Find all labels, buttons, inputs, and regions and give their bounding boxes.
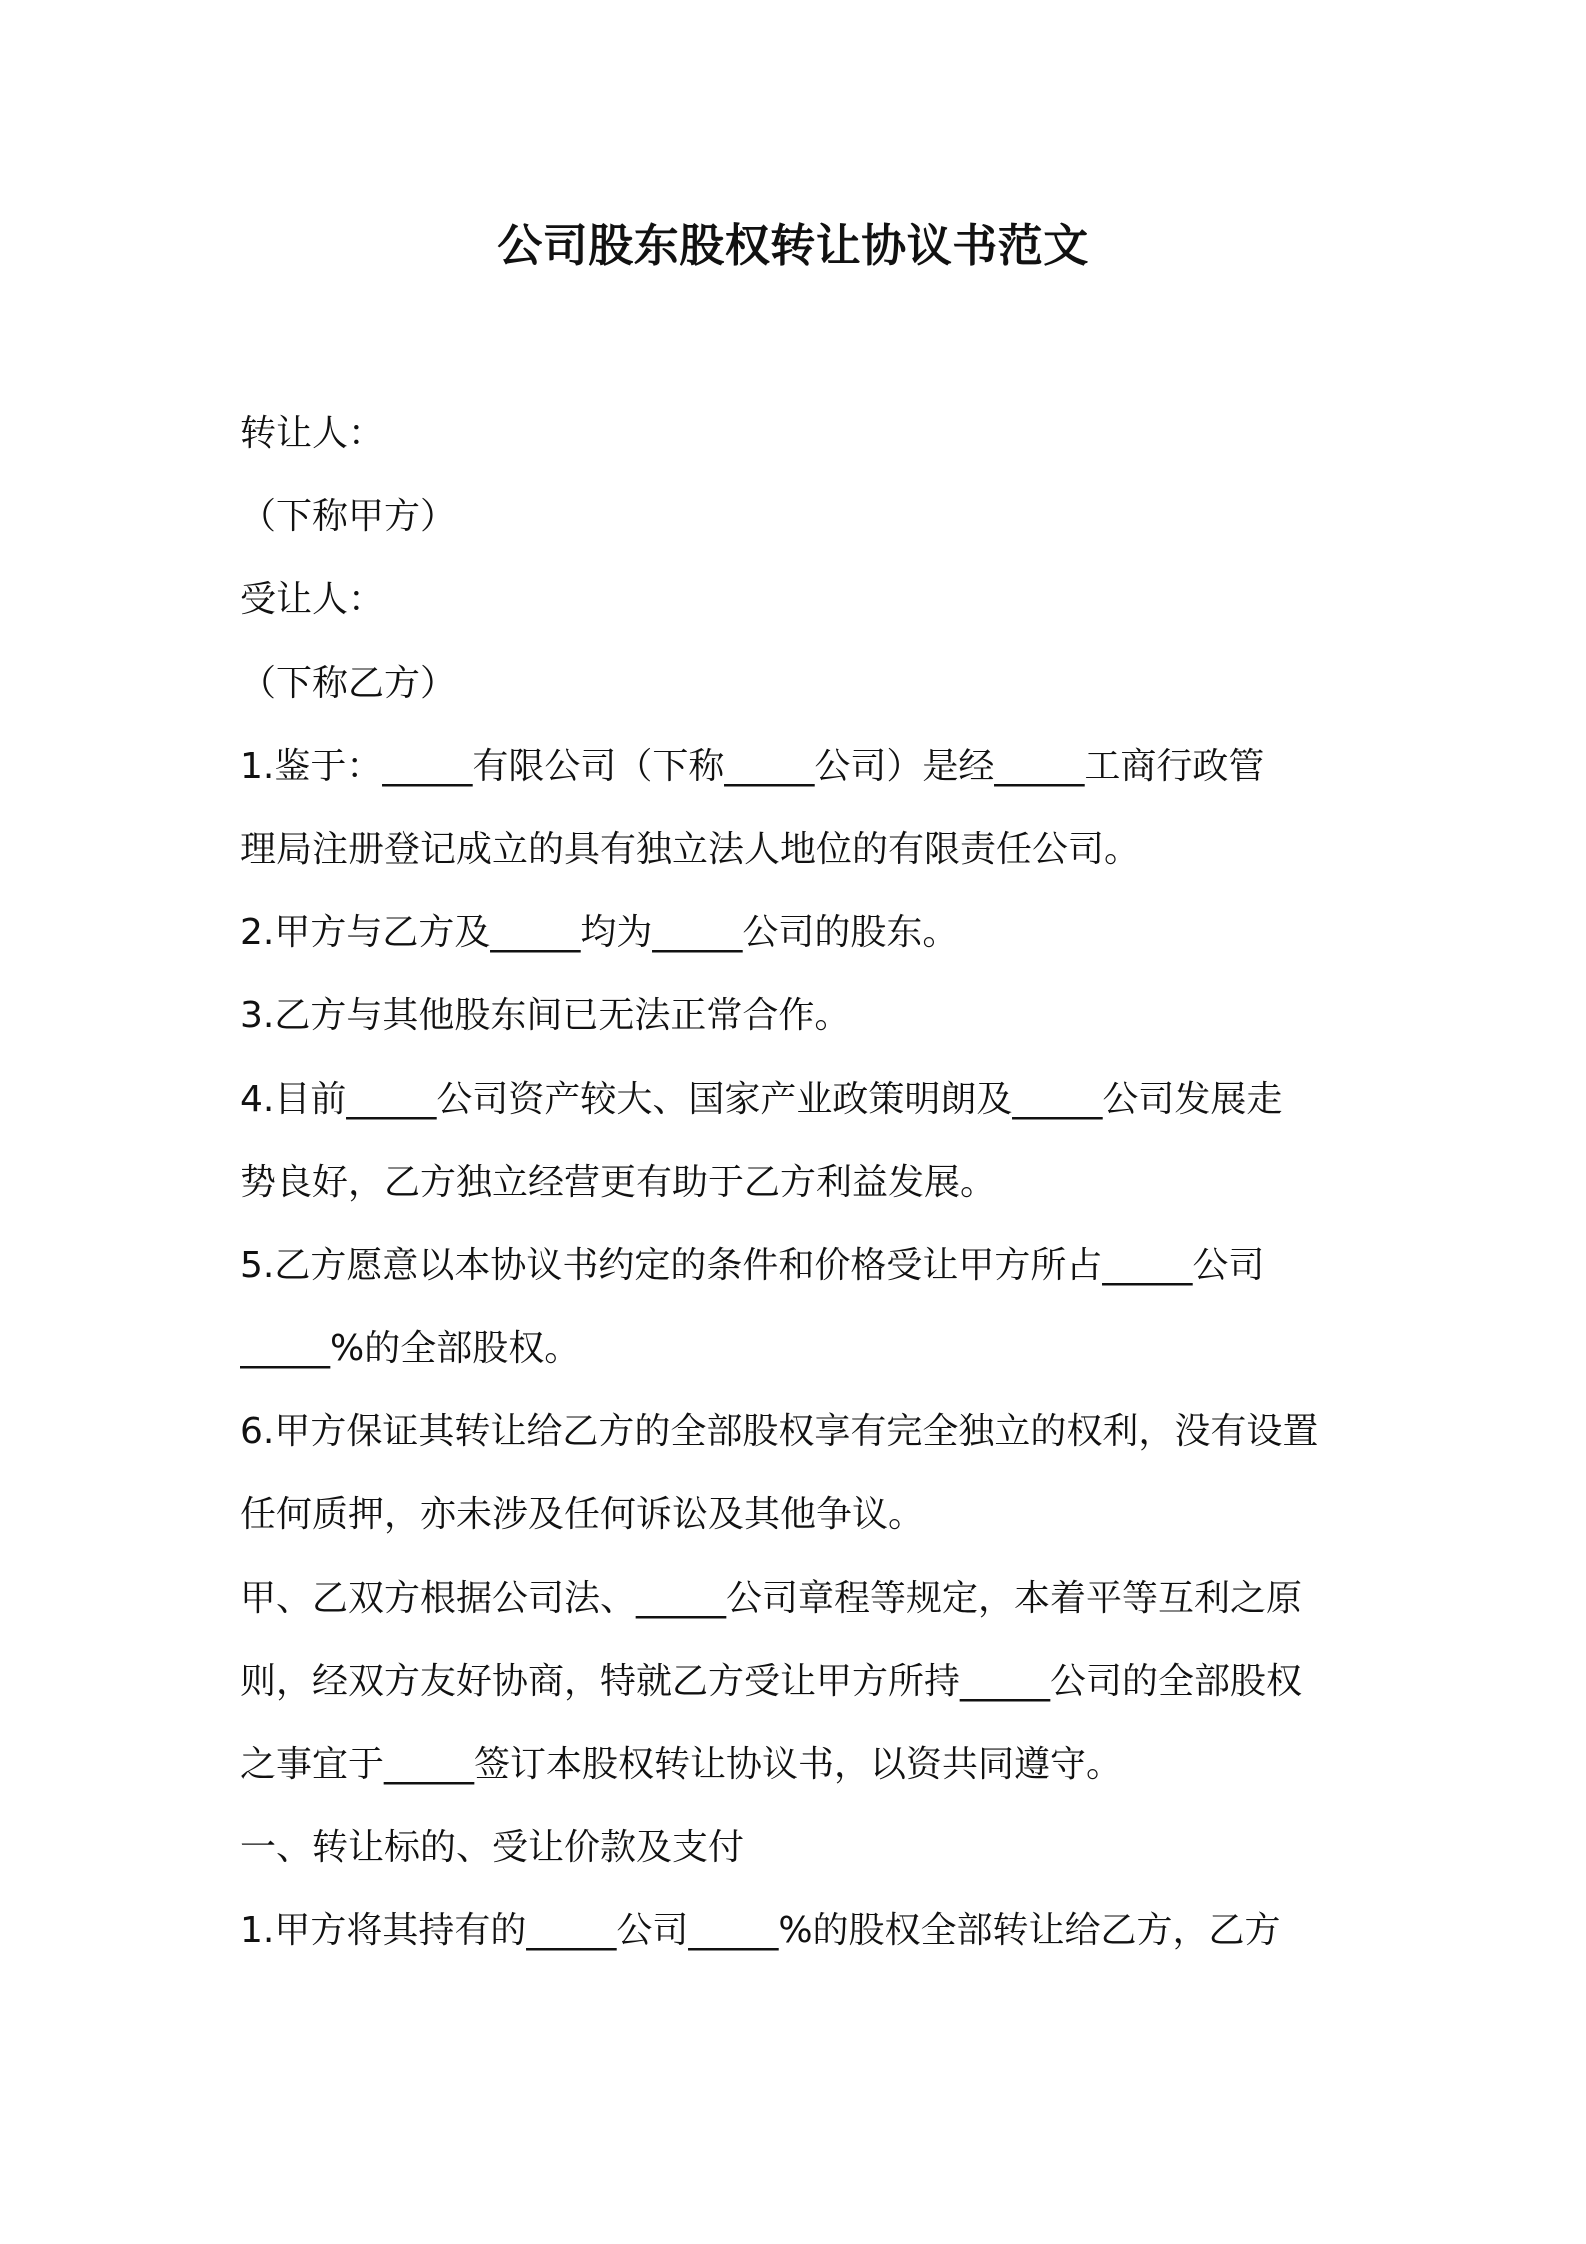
party-a-alias: （下称甲方） xyxy=(240,496,457,538)
preamble-line-3: 之事宜于_____签订本股权转让协议书，以资共同遵守。 xyxy=(240,1744,1123,1785)
recital-5-line-2: _____%的全部股权。 xyxy=(240,1328,581,1370)
recital-6-line-1: 6.甲方保证其转让给乙方的全部股权享有完全独立的权利，没有设置 xyxy=(240,1411,1319,1453)
clause-1-1-line-1: 1.甲方将其持有的_____公司_____%的股权全部转让给乙方，乙方 xyxy=(240,1910,1281,1952)
recital-6-line-2: 任何质押，亦未涉及任何诉讼及其他争议。 xyxy=(240,1494,925,1536)
transferee-label: 受让人： xyxy=(240,579,385,621)
recital-3: 3.乙方与其他股东间已无法正常合作。 xyxy=(240,995,851,1037)
recital-2: 2.甲方与乙方及_____均为_____公司的股东。 xyxy=(240,912,959,954)
recital-5-line-1: 5.乙方愿意以本协议书约定的条件和价格受让甲方所占_____公司 xyxy=(240,1244,1265,1286)
transferor-label: 转让人： xyxy=(240,413,385,454)
recital-1-line-1: 1.鉴于：_____有限公司（下称_____公司）是经_____工商行政管 xyxy=(240,745,1265,787)
party-b-alias: （下称乙方） xyxy=(240,662,457,704)
section-1-heading: 一、转让标的、受让价款及支付 xyxy=(240,1827,745,1869)
recital-4-line-1: 4.目前_____公司资产较大、国家产业政策明朗及_____公司发展走 xyxy=(240,1078,1283,1120)
document-body xyxy=(240,392,1380,1973)
document-title: 公司股东股权转让协议书范文 xyxy=(497,219,1089,272)
preamble-line-2: 则，经双方友好协商，特就乙方受让甲方所持_____公司的全部股权 xyxy=(240,1660,1303,1702)
recital-1-line-2: 理局注册登记成立的具有独立法人地位的有限责任公司。 xyxy=(240,828,1141,870)
preamble-line-1: 甲、乙双方根据公司法、_____公司章程等规定，本着平等互利之原 xyxy=(240,1577,1303,1619)
recital-4-line-2: 势良好，乙方独立经营更有助于乙方利益发展。 xyxy=(240,1161,997,1203)
